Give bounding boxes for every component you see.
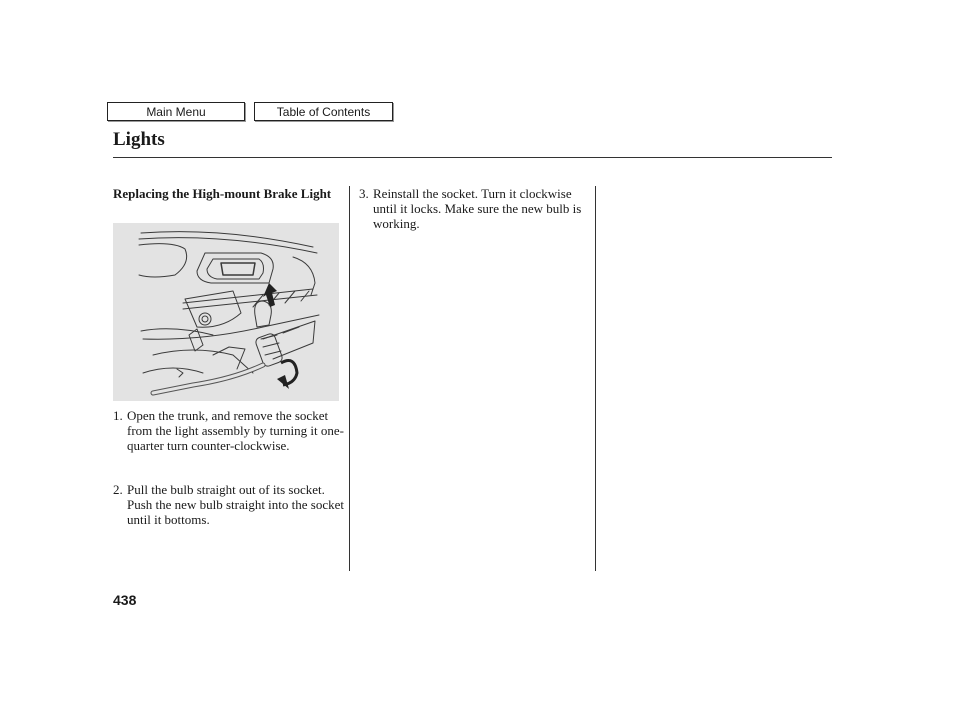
section-heading: Replacing the High-mount Brake Light: [113, 186, 332, 201]
column-divider-right: [595, 186, 596, 571]
step-number: 1.: [113, 408, 123, 423]
step-number: 2.: [113, 482, 123, 497]
step-3: [359, 186, 589, 231]
step-1: [113, 408, 345, 453]
step-text: Open the trunk, and remove the socket from the light assembly by turning it one-quarter turn counter-clockwise.: [127, 408, 344, 453]
page-title: Lights: [113, 129, 165, 150]
step-text: Reinstall the socket. Turn it clockwise until it locks. Make sure the new bulb is working.: [373, 186, 582, 231]
page-number: 438: [113, 592, 137, 608]
step-number: 3.: [359, 186, 369, 201]
main-menu-button[interactable]: Main Menu: [107, 102, 245, 121]
table-of-contents-button[interactable]: Table of Contents: [254, 102, 393, 121]
title-rule: [113, 157, 832, 158]
step-text: Pull the bulb straight out of its socket. Push the new bulb straight into the socket until it bottoms.: [127, 482, 345, 527]
brake-light-socket-illustration-icon: [113, 223, 339, 401]
step-2: [113, 482, 345, 527]
column-divider-left: [349, 186, 350, 571]
brake-light-figure: [113, 223, 339, 401]
